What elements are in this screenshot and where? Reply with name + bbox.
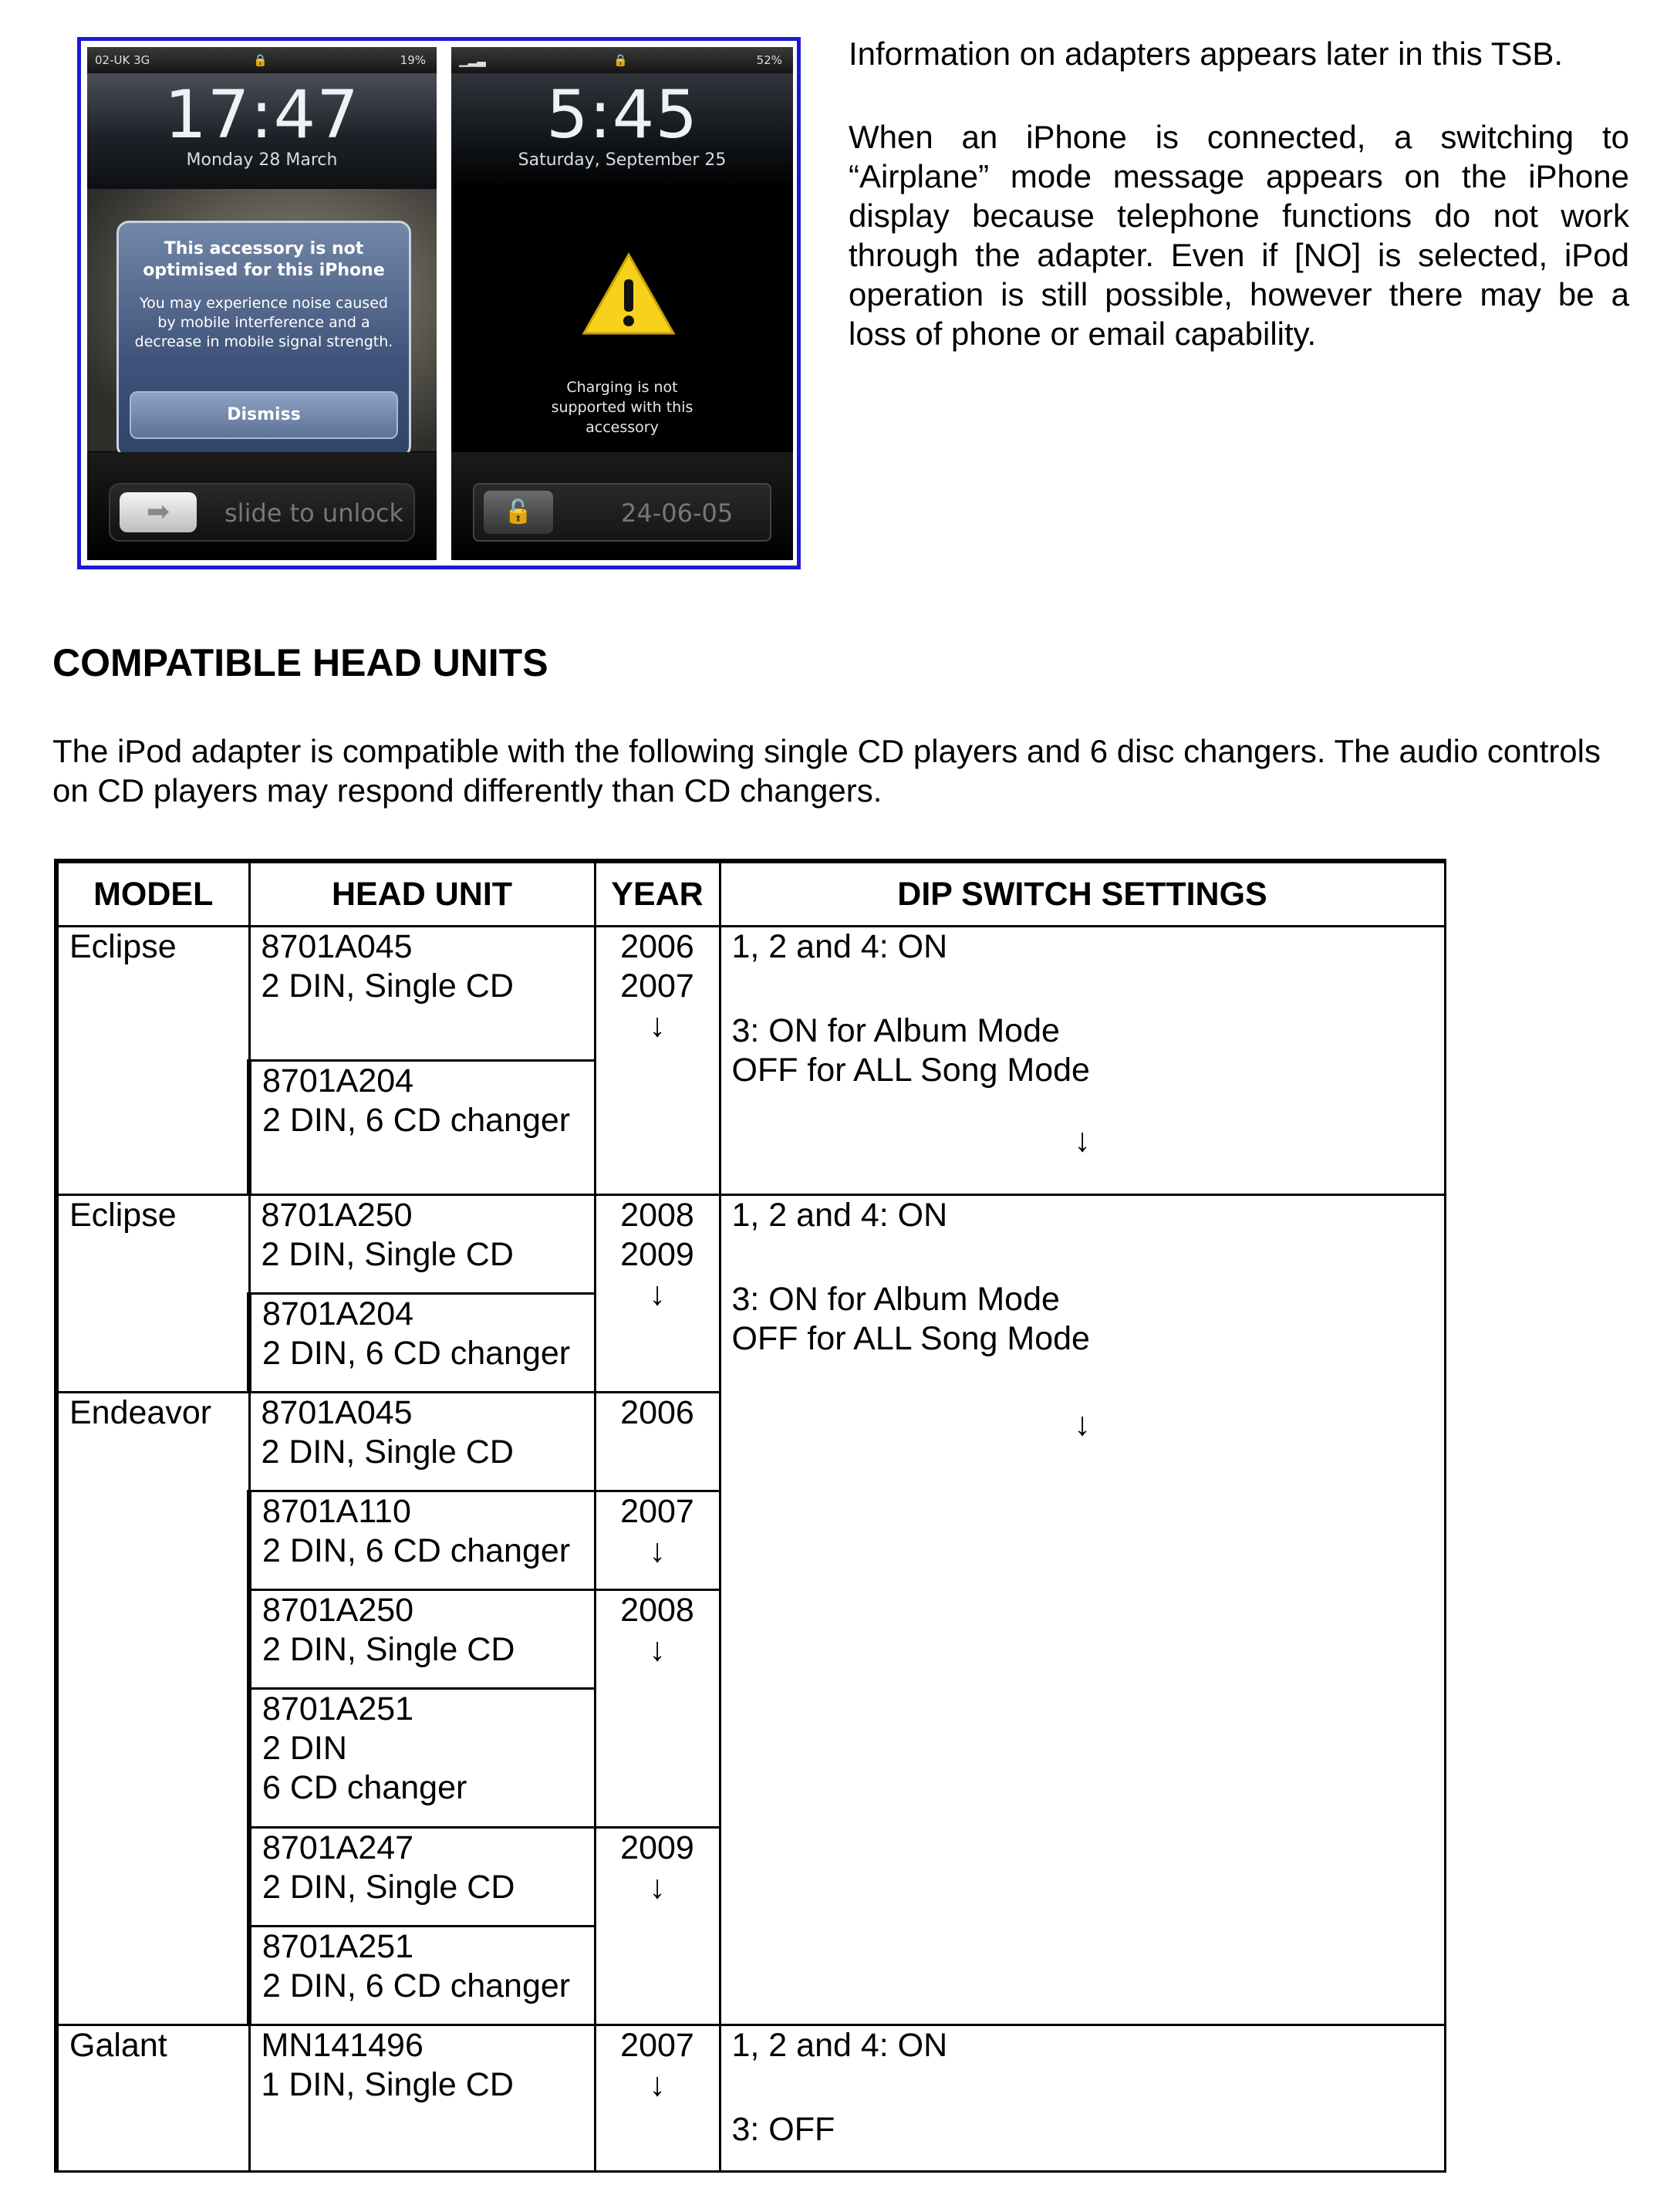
compatible-head-units-table [54,859,1446,2173]
head-unit-code: 8701A204 [262,1295,414,1332]
battery-label: 52% [756,53,782,67]
head-unit-desc: 2 DIN, Single CD [262,1631,515,1668]
head-unit-desc: 6 CD changer [262,1769,467,1806]
arrow-down-icon: ↓ [649,1007,666,1044]
adapter-info-text: Information on adapters appears later in this TSB. [849,35,1564,72]
col-header-year: YEAR [595,861,720,927]
lock-date: Monday 28 March [186,150,338,170]
signal-icon: ▁▂▃ [459,53,486,67]
head-unit-desc: 2 DIN, 6 CD changer [262,1532,571,1569]
head-unit-cell [249,1828,595,1927]
accessory-alert [116,221,411,458]
head-unit-cell [249,1927,595,2025]
head-unit-cell [249,927,595,1061]
airplane-mode-text: When an iPhone is connected, a switching to “Airplane” mode message appears on the iPhone display because telephone functions do not work through the adapter. Even if [NO] is selected, iPod operation is still possible, however there may be a loss of phone or email capability. [849,119,1629,352]
arrow-down-icon: ↓ [649,2066,666,2103]
status-bar [451,47,793,73]
iphone-right-screen [451,47,793,560]
table-header-row [56,861,1445,927]
head-unit-desc: 2 DIN, Single CD [261,968,514,1005]
alert-body: You may experience noise caused by mobile interference and a decrease in mobile signal strength. [134,295,393,350]
lock-screen-header [87,73,437,189]
year-cell [595,2025,720,2172]
year-cell [595,1491,720,1590]
year-value: 2007 [620,968,694,1005]
head-unit-cell [249,2025,595,2172]
battery-label: 19% [400,53,426,67]
head-unit-cell [249,1689,595,1828]
head-unit-desc: 2 DIN [262,1730,347,1767]
head-unit-desc: 2 DIN, Single CD [261,1434,514,1471]
warning-icon [581,252,677,336]
lock-icon: 🔒 [253,53,268,67]
head-unit-cell [249,1061,595,1195]
unlock-slider-area [451,452,793,560]
head-unit-code: 8701A250 [261,1197,413,1234]
iphone-screenshots [77,37,801,569]
dip-setting: 3: ON for Album Mode [731,1281,1060,1318]
head-unit-cell [249,1294,595,1393]
head-unit-desc: 1 DIN, Single CD [261,2066,514,2103]
head-unit-code: 8701A250 [262,1592,414,1629]
year-value: 2008 [620,1197,694,1234]
head-unit-desc: 2 DIN, 6 CD changer [262,1335,571,1372]
charging-message: Charging is not supported with this accessory [551,379,693,436]
carrier-label: 02-UK 3G [95,53,150,67]
arrow-down-icon: ↓ [649,1532,666,1569]
table-row [56,2025,1445,2172]
lock-clock: 5:45 [545,76,699,154]
slide-to-unlock-text: slide to unlock [224,498,404,528]
table-row [56,927,1445,1061]
dip-cell [720,1195,1445,2025]
year-cell [595,927,720,1195]
head-unit-code: 8701A251 [262,1690,414,1727]
dip-setting: 3: OFF [731,2111,835,2148]
year-cell [595,1828,720,2025]
dip-setting: OFF for ALL Song Mode [731,1320,1090,1357]
arrow-right-icon[interactable]: ➡ [120,492,197,532]
year-cell [595,1590,720,1828]
lock-date: Saturday, September 25 [518,150,727,170]
head-unit-cell [249,1491,595,1590]
head-unit-code: MN141496 [261,2027,423,2064]
arrow-down-icon: ↓ [649,1275,666,1312]
dip-setting: OFF for ALL Song Mode [731,1052,1090,1089]
head-unit-code: 8701A110 [262,1493,411,1530]
head-unit-cell [249,1195,595,1294]
lock-clock: 17:47 [164,76,359,154]
year-cell [595,1195,720,1393]
unlock-slider[interactable] [109,483,415,542]
arrow-down-icon: ↓ [1074,1122,1091,1159]
table-row [56,1195,1445,1294]
head-unit-desc: 2 DIN, Single CD [261,1236,514,1273]
head-unit-cell [249,1590,595,1689]
arrow-down-icon: ↓ [649,1631,666,1668]
head-unit-desc: 2 DIN, Single CD [262,1869,515,1906]
dip-cell [720,2025,1445,2172]
model-cell: Endeavor [56,1393,249,2025]
dismiss-button[interactable]: Dismiss [130,391,398,439]
dip-setting: 3: ON for Album Mode [731,1012,1060,1049]
year-value: 2007 [620,2027,694,2064]
dip-cell [720,927,1445,1195]
status-bar [87,47,437,73]
head-unit-code: 8701A251 [262,1928,414,1965]
arrow-down-icon: ↓ [649,1869,666,1906]
section-intro: The iPod adapter is compatible with the following single CD players and 6 disc changers. The audio controls on CD players may respond differently than CD changers. [52,733,1601,809]
model-cell: Eclipse [56,1195,249,1393]
dip-setting: 1, 2 and 4: ON [731,1197,948,1234]
iphone-left-screen [87,47,437,560]
col-header-dip: DIP SWITCH SETTINGS [720,861,1445,927]
head-unit-desc: 2 DIN, 6 CD changer [262,1102,571,1139]
head-unit-desc: 2 DIN, 6 CD changer [262,1967,571,2004]
alert-title: This accessory is not optimised for this iPhone [143,239,385,280]
unlock-slider[interactable] [473,483,771,542]
head-unit-code: 8701A045 [261,1394,413,1431]
section-heading: COMPATIBLE HEAD UNITS [52,641,548,684]
year-value: 2006 [620,1394,694,1431]
year-value: 2007 [620,1493,694,1530]
lock-screen-header [451,73,793,189]
head-unit-code: 8701A204 [262,1062,414,1099]
model-cell: Galant [56,2025,249,2172]
head-unit-code: 8701A247 [262,1829,414,1866]
arrow-down-icon: ↓ [1074,1406,1091,1443]
year-value: 2009 [620,1236,694,1273]
head-unit-code: 8701A045 [261,928,413,965]
year-value: 2008 [620,1592,694,1629]
year-value: 2006 [620,928,694,965]
dip-setting: 1, 2 and 4: ON [731,2027,948,2064]
slider-text: 24-06-05 [621,498,734,528]
dip-setting: 1, 2 and 4: ON [731,928,948,965]
year-value: 2009 [620,1829,694,1866]
lock-icon: 🔒 [613,53,628,67]
year-cell [595,1393,720,1491]
unlock-slider-area [87,452,437,560]
head-unit-cell [249,1393,595,1491]
model-cell: Eclipse [56,927,249,1195]
padlock-icon[interactable]: 🔓 [484,491,553,534]
col-header-head-unit: HEAD UNIT [249,861,595,927]
col-header-model: MODEL [56,861,249,927]
